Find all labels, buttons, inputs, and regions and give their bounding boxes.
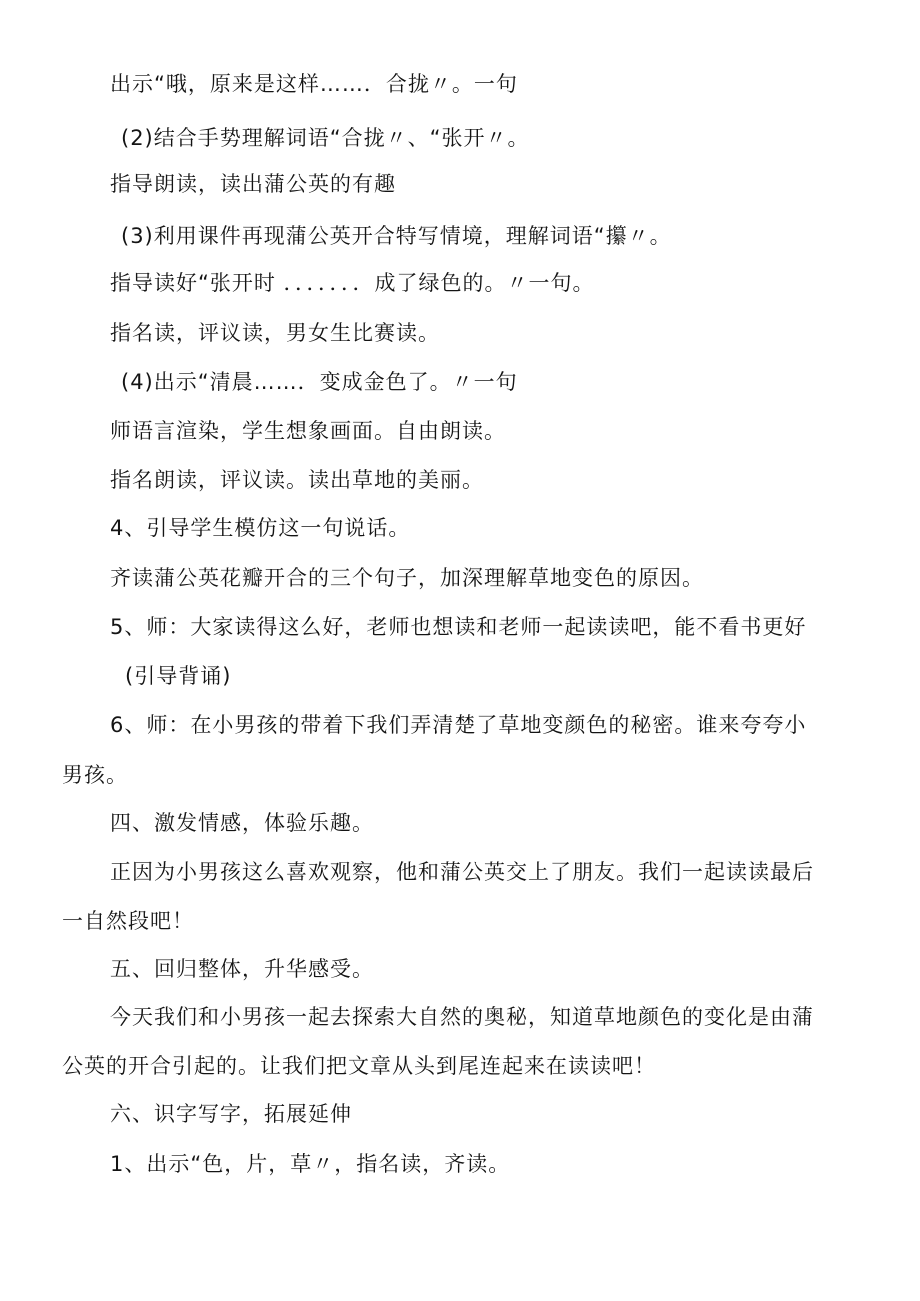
text-line: (2)结合手势理解词语“合拢〃、“张开〃。 [121,126,530,150]
text-line: 一自然段吧！ [62,909,194,933]
text-line: 4、引导学生模仿这一句说话。 [110,516,411,540]
text-line: (3)利用课件再现蒲公英开合特写情境，理解词语“攥〃。 [121,224,672,248]
text-line: (引导背诵) [125,664,232,688]
section-heading: 六、识字写字，拓展延伸 [110,1102,352,1126]
section-heading: 四、激发情感，体验乐趣。 [110,811,374,835]
text-line: 6、师：在小男孩的带着下我们弄清楚了草地变颜色的秘密。谁来夸夸小 [110,713,807,737]
text-line: 1、出示“色，片，草〃，指名读，齐读。 [110,1152,511,1176]
text-line: 指名读，评议读，男女生比赛读。 [110,321,440,345]
text-line: 出示“哦，原来是这样……．合拢〃。一句 [110,72,518,96]
text-line: 指导读好“张开时 ．．．．．．．成了绿色的。〃一句。 [110,271,595,295]
text-line: (4)出示“清晨……．变成金色了。〃一句 [121,370,518,394]
text-line: 指导朗读，读出蒲公英的有趣 [110,172,396,196]
section-heading: 五、回归整体，升华感受。 [110,957,374,981]
text-line: 齐读蒲公英花瓣开合的三个句子，加深理解草地变色的原因。 [110,566,704,590]
text-line: 师语言渲染，学生想象画面。自由朗读。 [110,419,506,443]
text-line: 今天我们和小男孩一起去探索大自然的奥秘，知道草地颜色的变化是由蒲 [110,1005,814,1029]
text-line: 男孩。 [62,763,128,787]
text-line: 公英的开合引起的。让我们把文章从头到尾连起来在读读吧！ [62,1054,656,1078]
text-line: 指名朗读，评议读。读出草地的美丽。 [110,468,484,492]
text-line: 正因为小男孩这么喜欢观察，他和蒲公英交上了朋友。我们一起读读最后 [110,860,814,884]
text-line: 5、师：大家读得这么好，老师也想读和老师一起读读吧，能不看书更好 [110,615,807,639]
